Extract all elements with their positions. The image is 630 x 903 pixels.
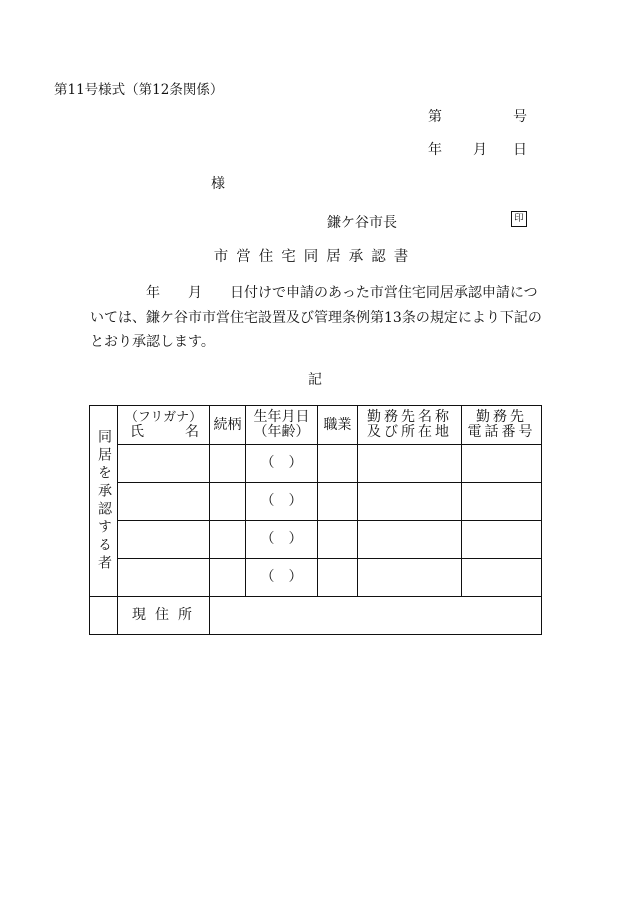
work-phone-header bbox=[462, 406, 542, 445]
document-number-suffix: 号 bbox=[513, 109, 527, 125]
occupation-cell[interactable] bbox=[318, 445, 358, 483]
birthdate-label: 生年月日 bbox=[253, 409, 310, 425]
name-header bbox=[118, 406, 210, 445]
body-text-line-3: とおり承認します。 bbox=[90, 334, 215, 350]
workplace-cell[interactable] bbox=[358, 483, 462, 521]
work-phone-cell[interactable] bbox=[462, 521, 542, 559]
work-phone-cell[interactable] bbox=[462, 483, 542, 521]
addressee-honorific: 様 bbox=[211, 176, 225, 192]
workplace-name-label: 勤務先名称 bbox=[367, 409, 452, 425]
name-cell[interactable] bbox=[118, 559, 210, 597]
relation-cell[interactable] bbox=[210, 559, 246, 597]
work-phone-label-1: 勤務先 bbox=[476, 409, 527, 425]
furigana-label: （フリガナ） bbox=[124, 410, 203, 425]
table-row bbox=[90, 521, 542, 559]
age-cell[interactable]: （ ） bbox=[246, 445, 318, 483]
table-row bbox=[90, 559, 542, 597]
relation-cell[interactable] bbox=[210, 483, 246, 521]
name-cell[interactable] bbox=[118, 445, 210, 483]
occupation-cell[interactable] bbox=[318, 483, 358, 521]
name-cell[interactable] bbox=[118, 483, 210, 521]
relation-cell[interactable] bbox=[210, 521, 246, 559]
cohabitant-table bbox=[89, 405, 542, 635]
document-number-prefix: 第 bbox=[428, 109, 442, 125]
address-row bbox=[90, 597, 542, 635]
age-cell[interactable]: （ ） bbox=[246, 483, 318, 521]
workplace-cell[interactable] bbox=[358, 521, 462, 559]
name-label-right: 名 bbox=[185, 424, 199, 440]
table-row bbox=[90, 445, 542, 483]
workplace-header bbox=[358, 406, 462, 445]
work-phone-cell[interactable] bbox=[462, 559, 542, 597]
body-text-line-2: いては、鎌ケ谷市市営住宅設置及び管理条例第13条の規定により下記の bbox=[90, 310, 542, 326]
relation-header: 続柄 bbox=[210, 406, 246, 445]
seal-mark: 印 bbox=[511, 211, 527, 227]
age-cell[interactable]: （ ） bbox=[246, 559, 318, 597]
work-phone-label-2: 電話番号 bbox=[467, 424, 536, 440]
relation-cell[interactable] bbox=[210, 445, 246, 483]
work-phone-cell[interactable] bbox=[462, 445, 542, 483]
workplace-address-label: 及び所在地 bbox=[367, 424, 452, 440]
ki-heading: 記 bbox=[308, 372, 322, 388]
body-text-line-1: 年 月 日付けで申請のあった市営住宅同居承認申請につ bbox=[146, 285, 538, 301]
document-title: 市営住宅同居承認書 bbox=[213, 249, 417, 265]
name-cell[interactable] bbox=[118, 521, 210, 559]
address-input-cell[interactable] bbox=[210, 597, 542, 635]
age-cell[interactable]: （ ） bbox=[246, 521, 318, 559]
side-label-cell bbox=[90, 406, 118, 597]
address-label: 現住所 bbox=[118, 597, 210, 635]
occupation-cell[interactable] bbox=[318, 521, 358, 559]
birthdate-header bbox=[246, 406, 318, 445]
date-year-label: 年 bbox=[428, 142, 442, 158]
form-number: 第11号様式（第12条関係） bbox=[54, 82, 224, 98]
occupation-cell[interactable] bbox=[318, 559, 358, 597]
side-label: 同居を承認する者 bbox=[96, 429, 112, 573]
date-month-label: 月 bbox=[473, 142, 487, 158]
table-header-row bbox=[90, 406, 542, 445]
workplace-cell[interactable] bbox=[358, 445, 462, 483]
age-label: （年齢） bbox=[253, 424, 310, 440]
workplace-cell[interactable] bbox=[358, 559, 462, 597]
issuer-name: 鎌ケ谷市長 bbox=[327, 215, 397, 231]
date-day-label: 日 bbox=[513, 142, 527, 158]
name-label-left: 氏 bbox=[130, 424, 144, 440]
table-row bbox=[90, 483, 542, 521]
occupation-header: 職業 bbox=[318, 406, 358, 445]
